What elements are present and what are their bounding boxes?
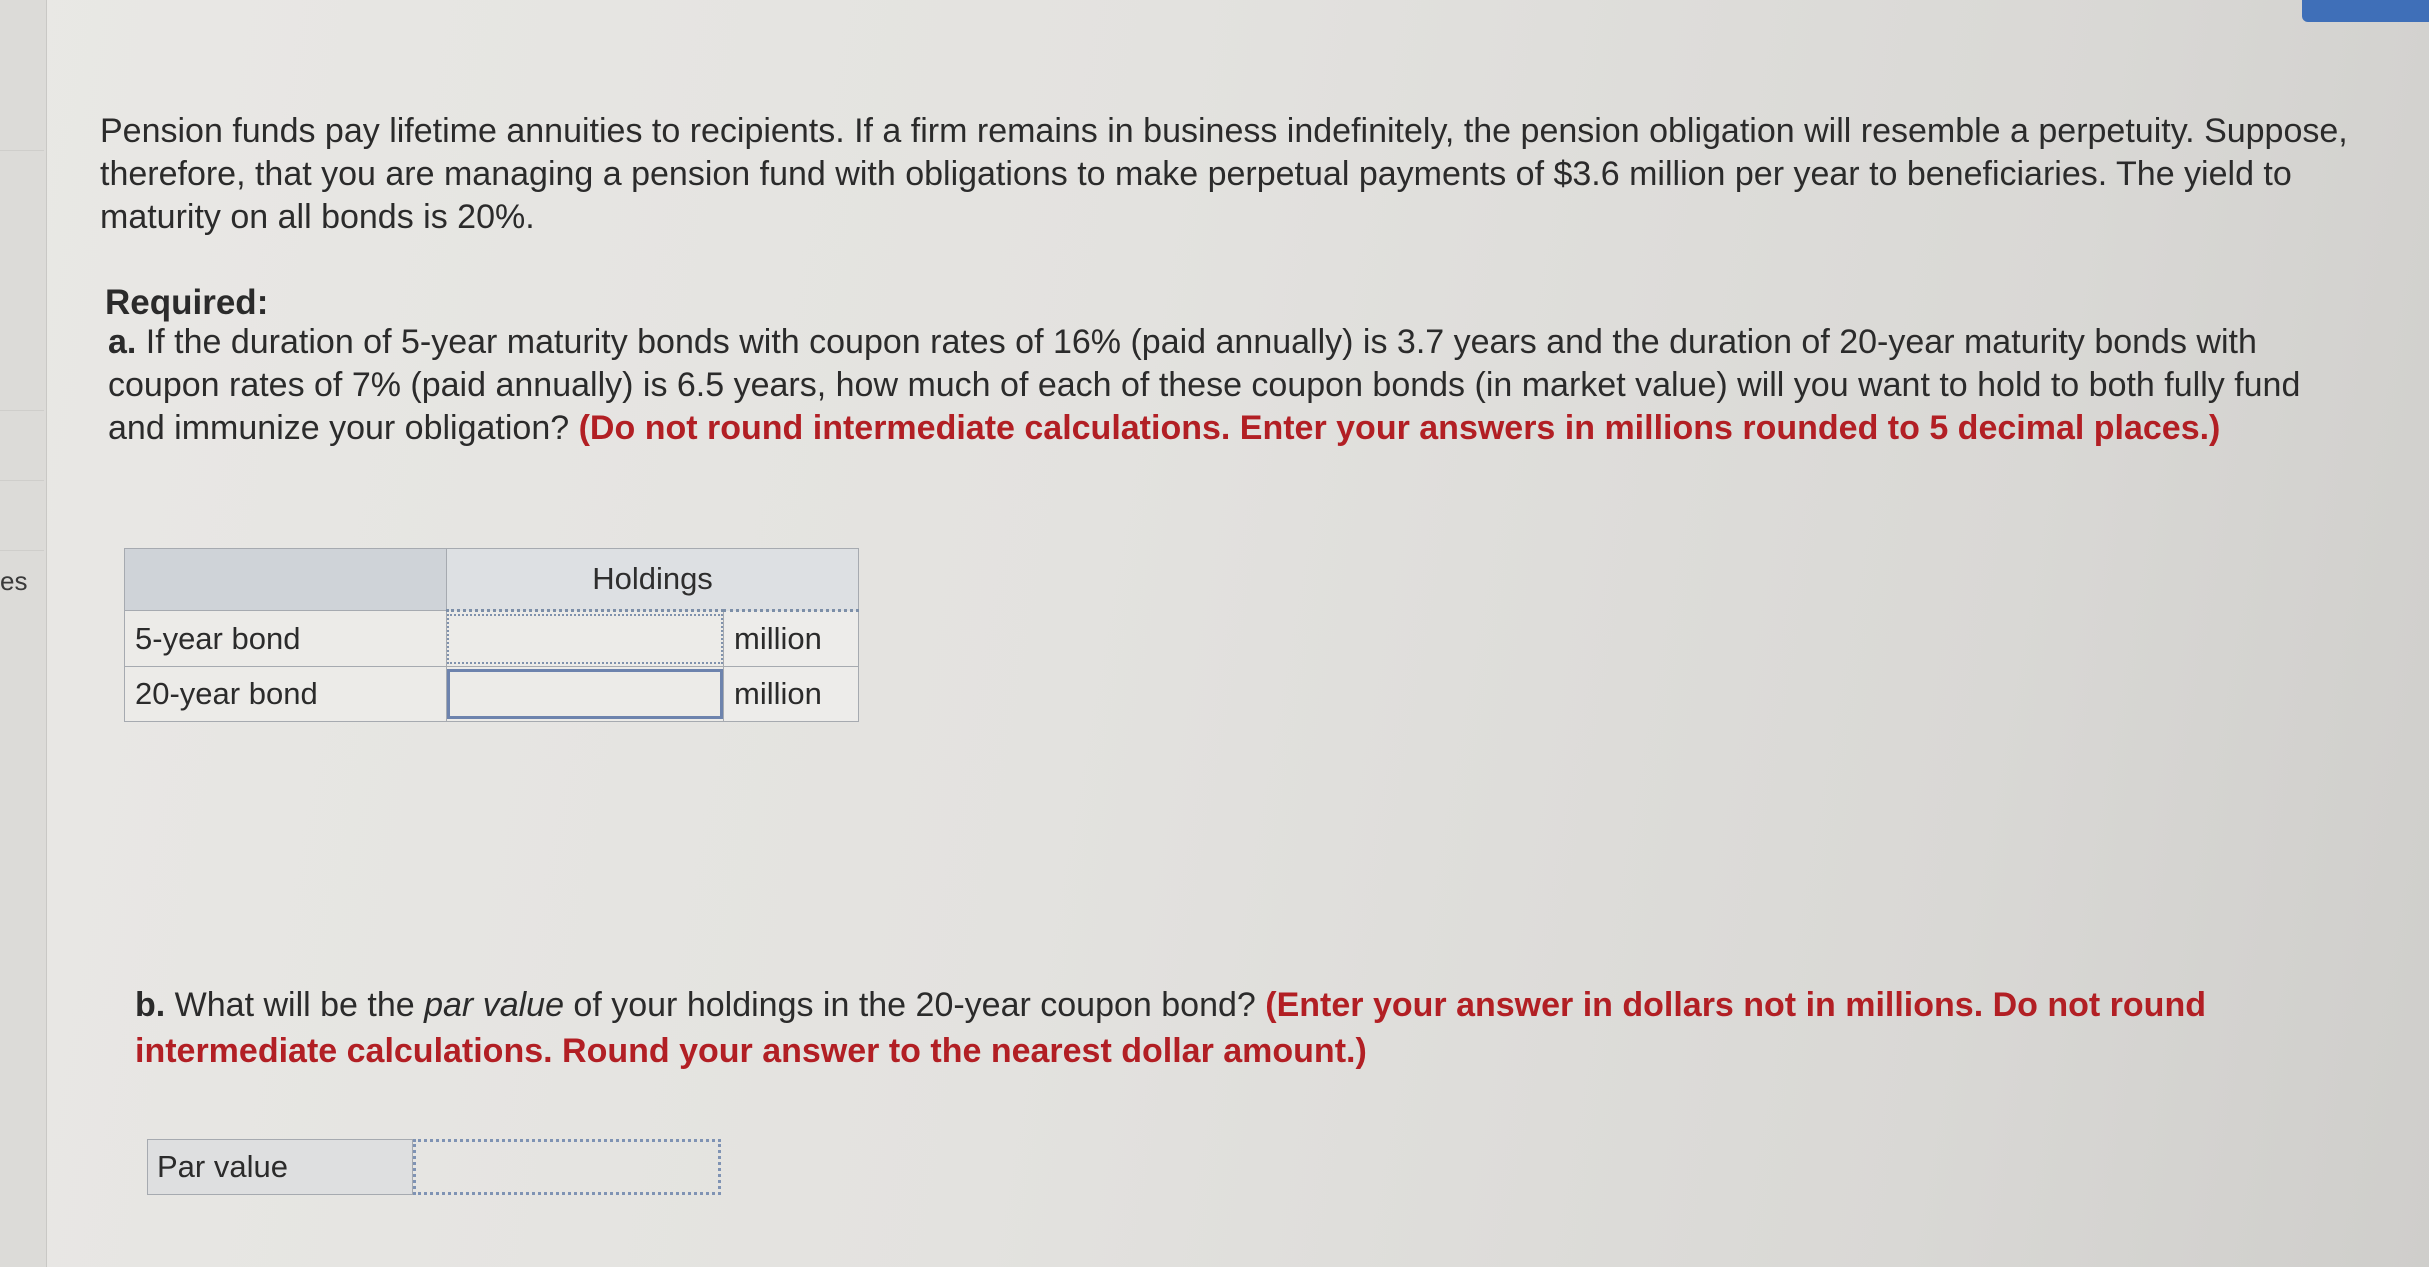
top-action-button[interactable]: [2302, 0, 2429, 22]
par-value-label: Par value: [147, 1139, 413, 1195]
sidebar-tab[interactable]: [0, 0, 44, 151]
question-a-text: If the duration of 5-year maturity bonds with coupon rates of 16% (paid annually) is 3.7 years and the duration of 20-year maturity bonds with coupon rates of 7% (paid annually) is 6.5 years, how much of each of these coupon bonds (in market value) will you want to hold to both fully fund and immunize your obligation?: [108, 323, 2301, 447]
table-header-blank: [125, 549, 447, 611]
unit-label: million: [724, 667, 859, 722]
table-header-row: [125, 549, 859, 611]
holdings-table: [124, 548, 859, 722]
par-value-row: [147, 1139, 721, 1195]
20-year-bond-holdings-input[interactable]: [447, 669, 723, 719]
input-cell: [447, 611, 724, 667]
sidebar-label: es: [0, 566, 28, 596]
sidebar-tab[interactable]: [0, 410, 44, 481]
par-value-input[interactable]: [413, 1139, 721, 1195]
input-cell: [447, 667, 724, 722]
left-sidebar: [0, 0, 47, 1267]
5-year-bond-holdings-input[interactable]: [447, 614, 723, 664]
question-b: [135, 982, 2365, 1074]
unit-label: million: [724, 611, 859, 667]
problem-intro: Pension funds pay lifetime annuities to recipients. If a firm remains in business indefinitely, the pension obligation will resemble a perpetuity. Suppose, therefore, that you are managing a pension fund with obligations to make perpetual payments of $3.6 million per year to beneficiaries. The yield to maturity on all bonds is 20%.: [100, 112, 2348, 236]
question-a-instruction: (Do not round intermediate calculations. Enter your answers in millions rounded to 5 decimal places.): [578, 409, 2221, 447]
question-b-text: What will be the: [165, 986, 425, 1024]
table-row: [125, 667, 859, 722]
row-label-5-year-bond: 5-year bond: [125, 611, 447, 667]
question-b-instruction: (Enter your answer in dollars not in millions. Do not round intermediate calculations. Round your answer to the nearest dollar amount.): [135, 986, 2206, 1070]
question-b-text-after: of your holdings in the 20-year coupon bond?: [563, 986, 1266, 1024]
question-b-letter: b.: [135, 986, 166, 1024]
required-heading: Required:: [105, 283, 269, 322]
question-b-italic: par value: [424, 986, 564, 1024]
row-label-20-year-bond: 20-year bond: [125, 667, 447, 722]
sidebar-tab[interactable]: [0, 480, 44, 551]
holdings-column-header: Holdings: [447, 549, 859, 611]
sidebar-tab[interactable]: [0, 150, 44, 411]
table-row: [125, 611, 859, 667]
question-a: [108, 321, 2358, 450]
question-a-letter: a.: [108, 323, 137, 361]
